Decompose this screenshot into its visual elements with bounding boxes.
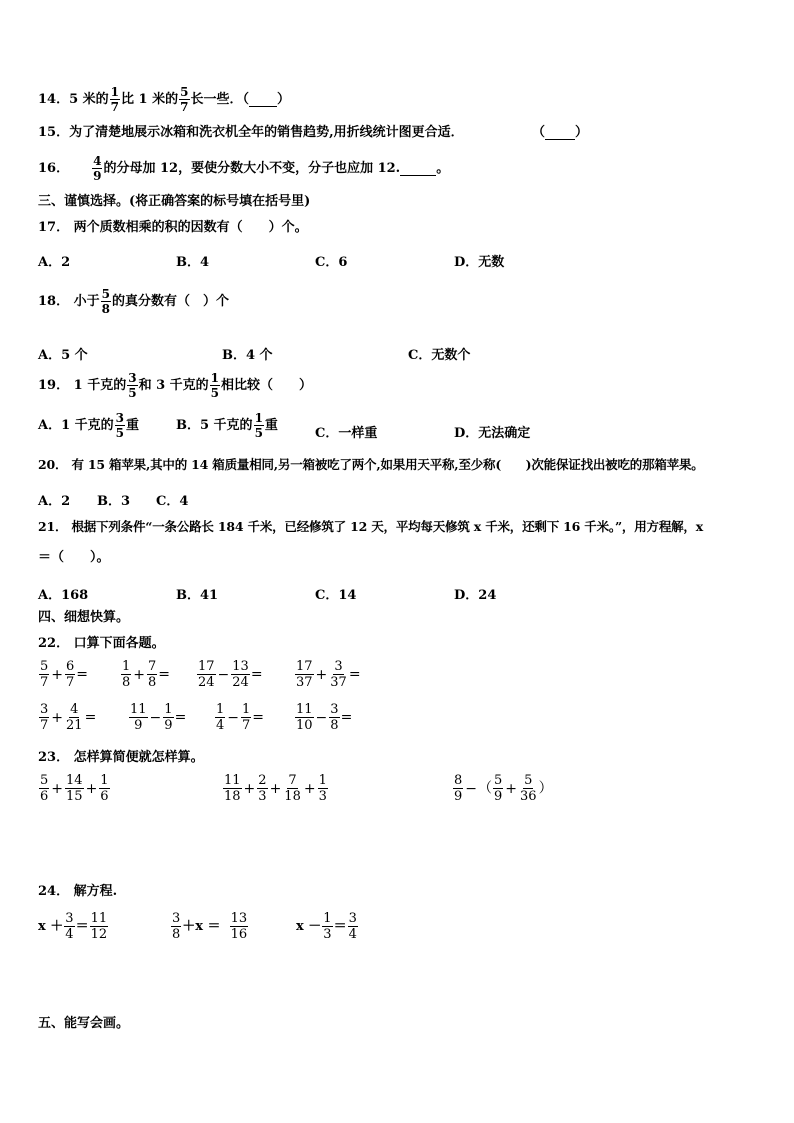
option-b: B．3 — [97, 494, 131, 509]
option-c: C．14 — [315, 588, 357, 603]
question-24: 24． 解方程. — [38, 884, 118, 899]
answer-blank — [545, 126, 575, 140]
option-a: A．168 — [38, 588, 89, 603]
section-4-title: 四、细想快算。 — [38, 610, 130, 625]
section-3-title: 三、谨慎选择。(将正确答案的标号填在括号里) — [38, 194, 311, 209]
option-b: B．41 — [176, 588, 219, 603]
question-23: 23． 怎样算简便就怎样算。 — [38, 750, 204, 765]
question-15: 15．为了清楚地展示冰箱和洗衣机全年的销售趋势,用折线统计图更合适． — [38, 125, 464, 140]
simplify-expr-1: $\frac{5}{6}$ + $\frac{14}{15}$ + $\frac{1}{6}$ — [40, 773, 109, 804]
question-17: 17． 两个质数相乘的积的因数有（ ）个。 — [38, 220, 308, 235]
oral-calc-6: $\frac{11}{9}$ − $\frac{1}{9}$ = — [130, 702, 187, 733]
fraction: $\frac{1}{5}$ — [210, 371, 220, 400]
equation-1: x ＋ $\frac{3}{4}$ ＝ $\frac{11}{12}$ — [38, 911, 108, 942]
fraction: $\frac{3}{5}$ — [115, 411, 125, 440]
fraction: $\frac{1}{5}$ — [254, 411, 263, 440]
answer-blank — [249, 93, 277, 107]
equation-2: $\frac{3}{8}$ ＋x ＝ $\frac{13}{16}$ — [172, 911, 248, 942]
option-d: D．无法确定 — [454, 426, 531, 441]
option-a: A．2 — [38, 255, 71, 270]
option-b: B．4 个 — [222, 348, 273, 363]
question-22: 22． 口算下面各题。 — [38, 636, 165, 651]
fraction: $\frac{5}{8}$ — [101, 287, 110, 316]
fraction: $\frac{3}{5}$ — [128, 371, 137, 400]
option-c: C．4 — [156, 494, 189, 509]
question-21-continued: ＝（ ）。 — [38, 550, 110, 565]
question-21: 21． 根据下列条件“一条公路长 184 千米，已经修筑了 12 天，平均每天修筑 x 千米，还剩下 16 千米。”，用方程解，x — [38, 519, 703, 534]
option-c: C．6 — [315, 255, 348, 270]
fraction: $\frac{5}{7}$ — [180, 85, 189, 114]
oral-calc-7: $\frac{1}{4}$ − $\frac{1}{7}$ = — [216, 702, 265, 733]
equation-3: x － $\frac{1}{3}$ ＝ $\frac{3}{4}$ — [296, 911, 357, 942]
fraction: $\frac{1}{7}$ — [110, 85, 120, 114]
option-a: A．1 千克的 $\frac{3}{5}$ 重 — [38, 411, 140, 440]
simplify-expr-2: $\frac{11}{18}$ + $\frac{2}{3}$ + $\frac{7}{18}$ + $\frac{1}{3}$ — [224, 773, 327, 804]
option-a: A．2 — [38, 494, 71, 509]
option-c: C．一样重 — [315, 426, 378, 441]
option-d: D．无数 — [454, 255, 505, 270]
simplify-expr-3: $\frac{8}{9}$ −（ $\frac{5}{9}$ + $\frac{5}{36}$ ） — [454, 773, 553, 804]
option-b: B．4 — [176, 255, 210, 270]
question-18: 18． 小于 $\frac{5}{8}$ 的真分数有（ ）个 — [38, 287, 229, 316]
question-20: 20． 有 15 箱苹果,其中的 14 箱质量相同,另一箱被吃了两个,如果用天平称,至少称( )次能保证找出被吃的那箱苹果。 — [38, 457, 704, 472]
fraction: $\frac{4}{9}$ — [93, 154, 102, 183]
oral-calc-3: $\frac{17}{24}$ − $\frac{13}{24}$ = — [198, 659, 263, 690]
option-d: D．24 — [454, 588, 497, 603]
answer-bracket: （ ） — [532, 125, 589, 140]
oral-calc-2: $\frac{1}{8}$ + $\frac{7}{8}$ = — [122, 659, 171, 690]
question-number: 14． — [38, 92, 70, 107]
question-19: 19． 1 千克的 $\frac{3}{5}$ 和 3 千克的 $\frac{1}{5}$ 相比较（ ） — [38, 371, 313, 400]
option-a: A．5 个 — [38, 348, 88, 363]
question-16: 16． $\frac{4}{9}$ 的分母加 12，要使分数大小不变，分子也应加 12. 。 — [38, 154, 450, 183]
question-14: 14．5 米的 $\frac{1}{7}$ 比 1 米的 $\frac{5}{7}$ 长一些．（ ） — [38, 85, 291, 114]
option-b: B．5 千克的 $\frac{1}{5}$ 重 — [176, 411, 278, 440]
option-c: C．无数个 — [408, 348, 471, 363]
oral-calc-1: $\frac{5}{7}$ + $\frac{6}{7}$ = — [40, 659, 89, 690]
answer-blank — [400, 162, 436, 176]
oral-calc-4: $\frac{17}{37}$ + $\frac{3}{37}$ = — [296, 659, 361, 690]
oral-calc-5: $\frac{3}{7}$ + $\frac{4}{21}$ = — [40, 702, 97, 733]
oral-calc-8: $\frac{11}{10}$ − $\frac{3}{8}$ = — [296, 702, 353, 733]
section-5-title: 五、能写会画。 — [38, 1016, 130, 1031]
